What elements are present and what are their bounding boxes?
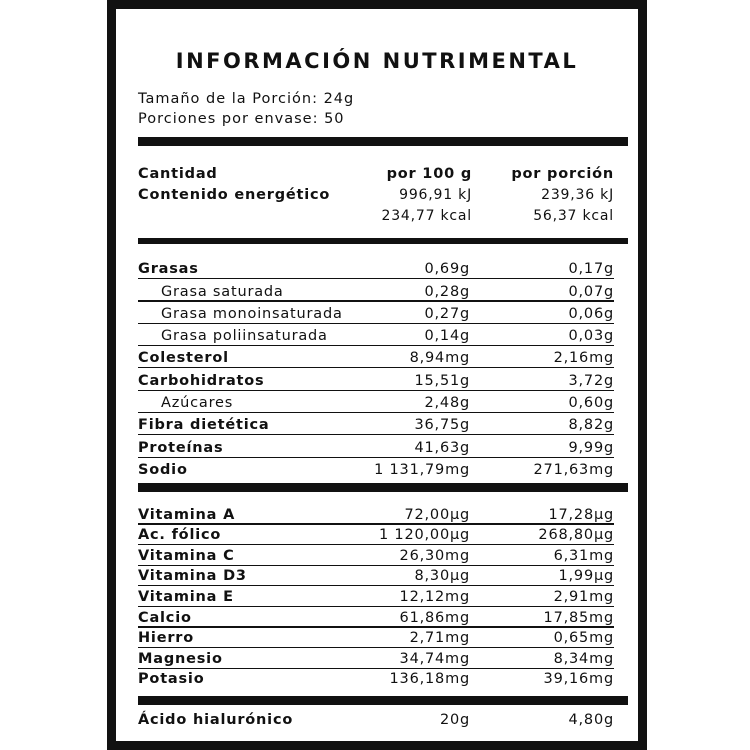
value-per-serving: 8,82g <box>568 417 614 434</box>
value-per-100g: 8,94mg <box>409 350 470 367</box>
value-per-serving: 268,80μg <box>538 527 614 544</box>
value-per-serving: 39,16mg <box>543 671 614 688</box>
nutrient-name: Ac. fólico <box>138 527 222 544</box>
value-per-serving: 2,91mg <box>553 588 614 605</box>
energy-label: Contenido energético <box>138 187 331 203</box>
nutrient-name: Grasas <box>138 261 199 278</box>
value-per-serving: 17,85mg <box>543 609 614 626</box>
nutrient-name: Hierro <box>138 630 195 647</box>
servings-per-container: Porciones por envase: 50 <box>138 111 345 127</box>
table-row <box>138 458 614 480</box>
nutrient-name: Vitamina E <box>138 588 234 605</box>
extra-row <box>138 708 614 730</box>
table-row <box>138 257 614 279</box>
nutrient-name: Colesterol <box>138 350 229 367</box>
table-row <box>138 279 614 301</box>
value-per-100g: 136,18mg <box>389 671 470 688</box>
thick-divider <box>138 483 628 492</box>
serving-size: Tamaño de la Porción: 24g <box>138 91 355 107</box>
value-per-100g: 26,30mg <box>399 547 470 564</box>
table-row <box>138 324 614 346</box>
value-per-serving: 0,17g <box>568 261 614 278</box>
value-per-100g: 2,71mg <box>409 630 470 647</box>
table-row <box>138 545 614 566</box>
header-per-100g: por 100 g <box>386 166 472 182</box>
nutrient-name: Azúcares <box>161 395 234 412</box>
value-per-serving: 0,03g <box>568 328 614 345</box>
value-per-serving: 0,07g <box>568 283 614 300</box>
thick-divider <box>138 696 628 705</box>
table-row <box>138 435 614 457</box>
nutrient-name: Carbohidratos <box>138 372 265 389</box>
extra-per-serving: 4,80g <box>568 712 614 728</box>
energy-kcal-serving: 56,37 kcal <box>533 208 614 224</box>
nutrient-name: Magnesio <box>138 650 223 667</box>
label-frame <box>107 0 647 750</box>
value-per-serving: 6,31mg <box>553 547 614 564</box>
table-row <box>138 648 614 669</box>
value-per-serving: 1,99μg <box>558 568 614 585</box>
table-row <box>138 525 614 546</box>
table-row <box>138 302 614 324</box>
table-row <box>138 391 614 413</box>
value-per-100g: 1 120,00μg <box>379 527 470 544</box>
value-per-100g: 0,28g <box>424 283 470 300</box>
table-row <box>138 669 614 690</box>
energy-kj-100g: 996,91 kJ <box>399 187 472 203</box>
nutrient-name: Vitamina A <box>138 506 236 523</box>
nutrient-name: Fibra dietética <box>138 417 270 434</box>
energy-kj-serving: 239,36 kJ <box>541 187 614 203</box>
value-per-100g: 12,12mg <box>399 588 470 605</box>
value-per-serving: 2,16mg <box>553 350 614 367</box>
table-row <box>138 607 614 628</box>
value-per-100g: 0,27g <box>424 305 470 322</box>
value-per-serving: 8,34mg <box>553 650 614 667</box>
value-per-100g: 15,51g <box>414 372 470 389</box>
table-row <box>138 346 614 368</box>
nutrient-name: Calcio <box>138 609 192 626</box>
nutrient-name: Grasa monoinsaturada <box>161 305 343 322</box>
thick-divider <box>138 238 628 244</box>
table-row <box>138 504 614 525</box>
table-row <box>138 369 614 391</box>
nutrient-name: Sodio <box>138 461 188 478</box>
value-per-100g: 72,00μg <box>404 506 470 523</box>
header-per-serving: por porción <box>511 166 614 182</box>
value-per-serving: 3,72g <box>568 372 614 389</box>
value-per-100g: 61,86mg <box>399 609 470 626</box>
thick-divider <box>138 137 628 146</box>
nutrient-name: Grasa saturada <box>161 283 284 300</box>
value-per-100g: 36,75g <box>414 417 470 434</box>
energy-kcal-100g: 234,77 kcal <box>381 208 472 224</box>
value-per-100g: 0,69g <box>424 261 470 278</box>
value-per-100g: 8,30μg <box>414 568 470 585</box>
table-row <box>138 628 614 649</box>
nutrition-panel <box>116 9 638 741</box>
value-per-serving: 271,63mg <box>533 461 614 478</box>
header-cantidad: Cantidad <box>138 166 218 182</box>
table-row <box>138 566 614 587</box>
value-per-serving: 0,06g <box>568 305 614 322</box>
value-per-serving: 0,60g <box>568 395 614 412</box>
extra-name: Ácido hialurónico <box>138 712 294 728</box>
value-per-100g: 34,74mg <box>399 650 470 667</box>
nutrient-name: Potasio <box>138 671 205 688</box>
nutrient-name: Vitamina D3 <box>138 568 247 585</box>
nutrient-name: Vitamina C <box>138 547 235 564</box>
value-per-100g: 0,14g <box>424 328 470 345</box>
value-per-serving: 9,99g <box>568 439 614 456</box>
nutrient-name: Grasa poliinsaturada <box>161 328 328 345</box>
table-row <box>138 413 614 435</box>
value-per-100g: 2,48g <box>424 395 470 412</box>
label-title: INFORMACIÓN NUTRIMENTAL <box>175 49 579 73</box>
nutrient-name: Proteínas <box>138 439 224 456</box>
extra-per-100g: 20g <box>439 712 470 728</box>
value-per-100g: 1 131,79mg <box>374 461 470 478</box>
value-per-serving: 0,65mg <box>553 630 614 647</box>
value-per-serving: 17,28μg <box>548 506 614 523</box>
value-per-100g: 41,63g <box>414 439 470 456</box>
table-row <box>138 586 614 607</box>
